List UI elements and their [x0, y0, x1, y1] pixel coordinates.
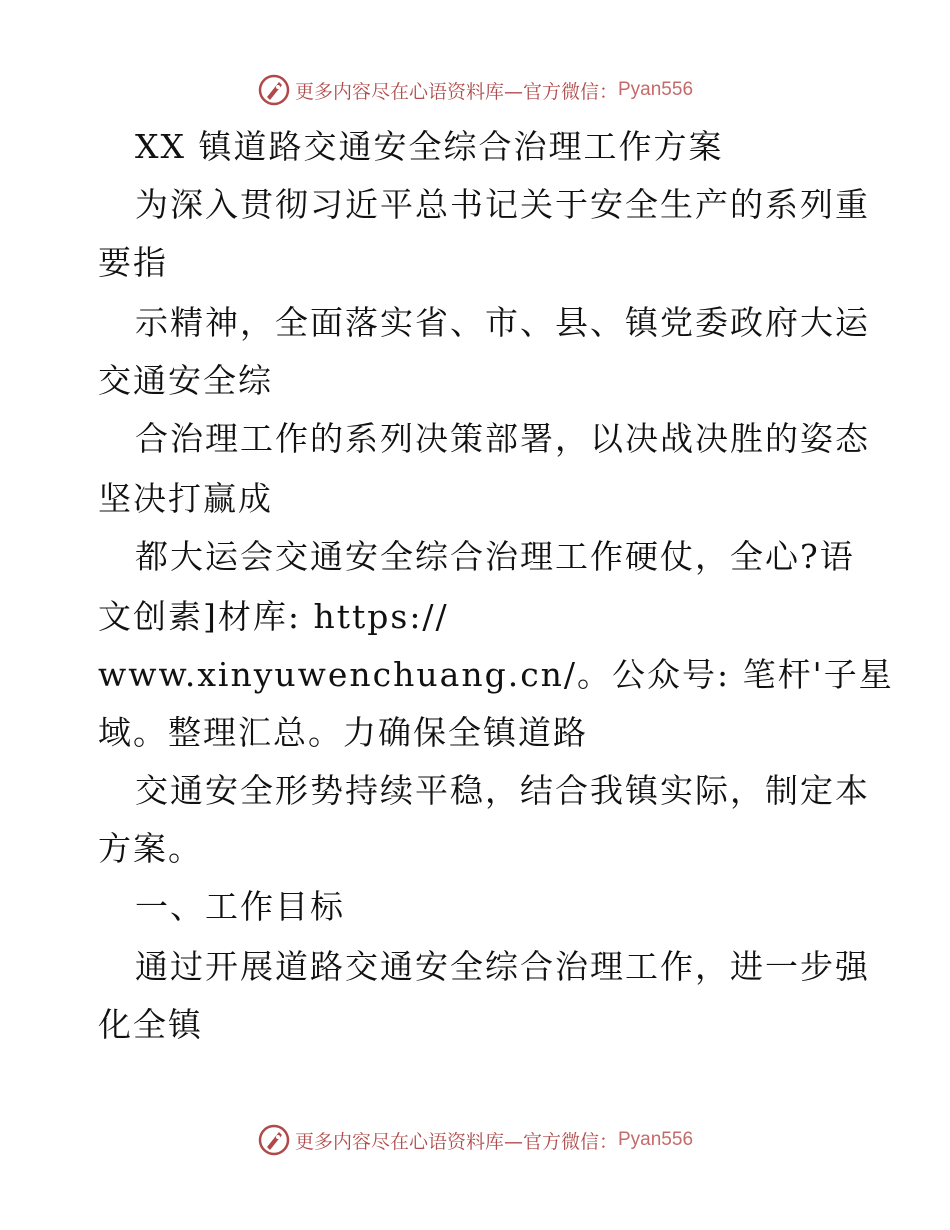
pen-nib-logo-icon	[257, 1123, 291, 1157]
watermark-banner-top	[0, 70, 950, 110]
paragraph-line: 要指	[98, 243, 168, 282]
paragraph-line: 交通安全形势持续平稳，结合我镇实际，制定本	[135, 771, 870, 810]
watermark-banner-bottom	[0, 1120, 950, 1160]
pen-nib-logo-icon	[257, 73, 291, 107]
paragraph-line: 示精神，全面落实省、市、县、镇党委政府大运	[135, 303, 870, 342]
paragraph-line: 文创素]材库: https://	[98, 597, 449, 636]
paragraph-line: 交通安全综	[98, 361, 273, 400]
paragraph-line: 为深入贯彻习近平总书记关于安全生产的系列重	[135, 185, 870, 224]
document-title: XX 镇道路交通安全综合治理工作方案	[135, 127, 724, 166]
watermark-text: 更多内容尽在心语资料库—官方微信：	[294, 80, 618, 103]
paragraph-line: 坚决打赢成	[98, 479, 273, 518]
paragraph-line: 化全镇	[98, 1005, 203, 1044]
paragraph-line: 方案。	[98, 829, 203, 868]
paragraph-line: 域。整理汇总。力确保全镇道路	[98, 713, 588, 752]
watermark-handle: Pyan556	[618, 1129, 694, 1150]
paragraph-line: 都大运会交通安全综合治理工作硬仗，全心?语	[135, 537, 855, 576]
paragraph-line: www.xinyuwenchuang.cn/。公众号: 笔杆'子星	[98, 655, 894, 694]
paragraph-line: 通过开展道路交通安全综合治理工作，进一步强	[135, 947, 870, 986]
watermark-text: 更多内容尽在心语资料库—官方微信：	[294, 1130, 618, 1153]
section-heading: 一、工作目标	[135, 887, 345, 926]
watermark-handle: Pyan556	[618, 79, 694, 100]
paragraph-line: 合治理工作的系列决策部署，以决战决胜的姿态	[135, 419, 870, 458]
